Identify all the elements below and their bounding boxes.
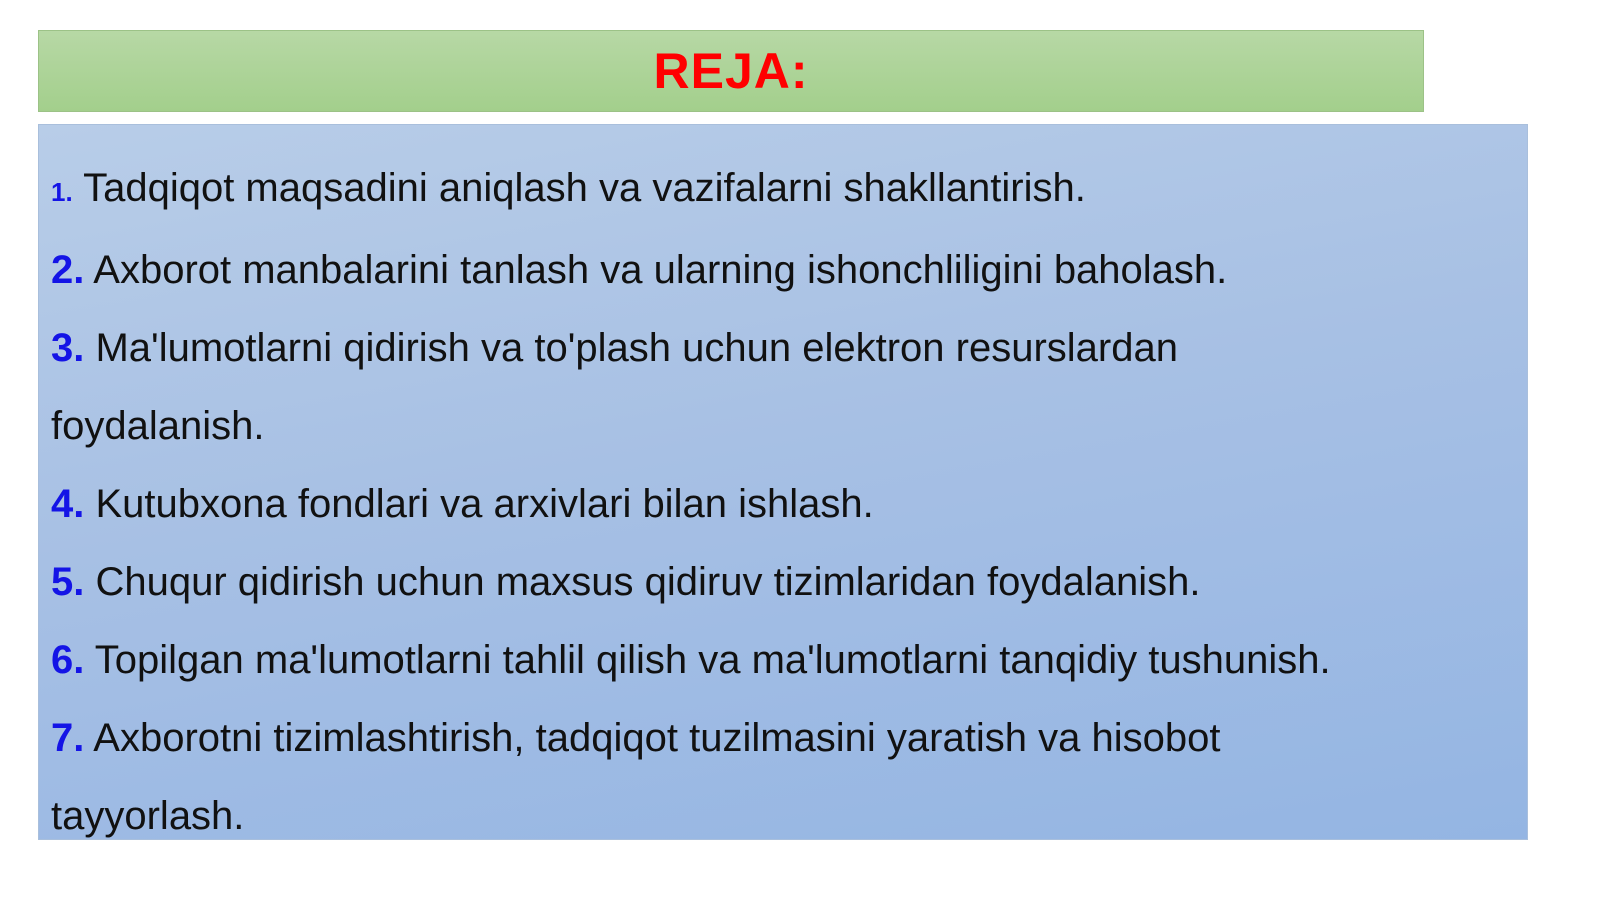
plan-item-number: 7. — [51, 716, 85, 760]
title-bar — [38, 30, 1424, 112]
plan-item-text: Kutubxona fondlari va arxivlari bilan ishlash. — [95, 482, 874, 526]
plan-item-1 — [51, 149, 1511, 231]
plan-item-text: Topilgan ma'lumotlarni tahlil qilish va ma'lumotlarni tanqidiy tushunish. — [94, 638, 1331, 682]
plan-content-box — [38, 124, 1528, 840]
plan-item-text: Ma'lumotlarni qidirish va to'plash uchun elektron resurslardan foydalanish. — [51, 326, 1178, 448]
plan-item-number: 6. — [51, 638, 85, 682]
plan-item-number: 2. — [51, 248, 85, 292]
plan-item-3 — [51, 309, 1261, 465]
plan-item-5 — [51, 543, 1511, 621]
plan-item-text: Tadqiqot maqsadini aniqlash va vazifalarni shakllantirish. — [83, 166, 1086, 210]
plan-item-7 — [51, 699, 1321, 855]
slide-title: REJA: — [653, 43, 809, 99]
plan-item-number: 1. — [51, 177, 73, 207]
plan-item-text: Axborotni tizimlashtirish, tadqiqot tuzilmasini yaratish va hisobot tayyorlash. — [51, 716, 1221, 838]
plan-item-number: 3. — [51, 326, 85, 370]
plan-item-text: Axborot manbalarini tanlash va ularning ishonchliligini baholash. — [93, 248, 1228, 292]
plan-item-2 — [51, 231, 1511, 309]
plan-list — [51, 149, 1511, 855]
plan-item-number: 4. — [51, 482, 85, 526]
plan-item-text: Chuqur qidirish uchun maxsus qidiruv tizimlaridan foydalanish. — [95, 560, 1201, 604]
plan-item-4 — [51, 465, 1511, 543]
plan-item-6 — [51, 621, 1511, 699]
plan-item-number: 5. — [51, 560, 85, 604]
